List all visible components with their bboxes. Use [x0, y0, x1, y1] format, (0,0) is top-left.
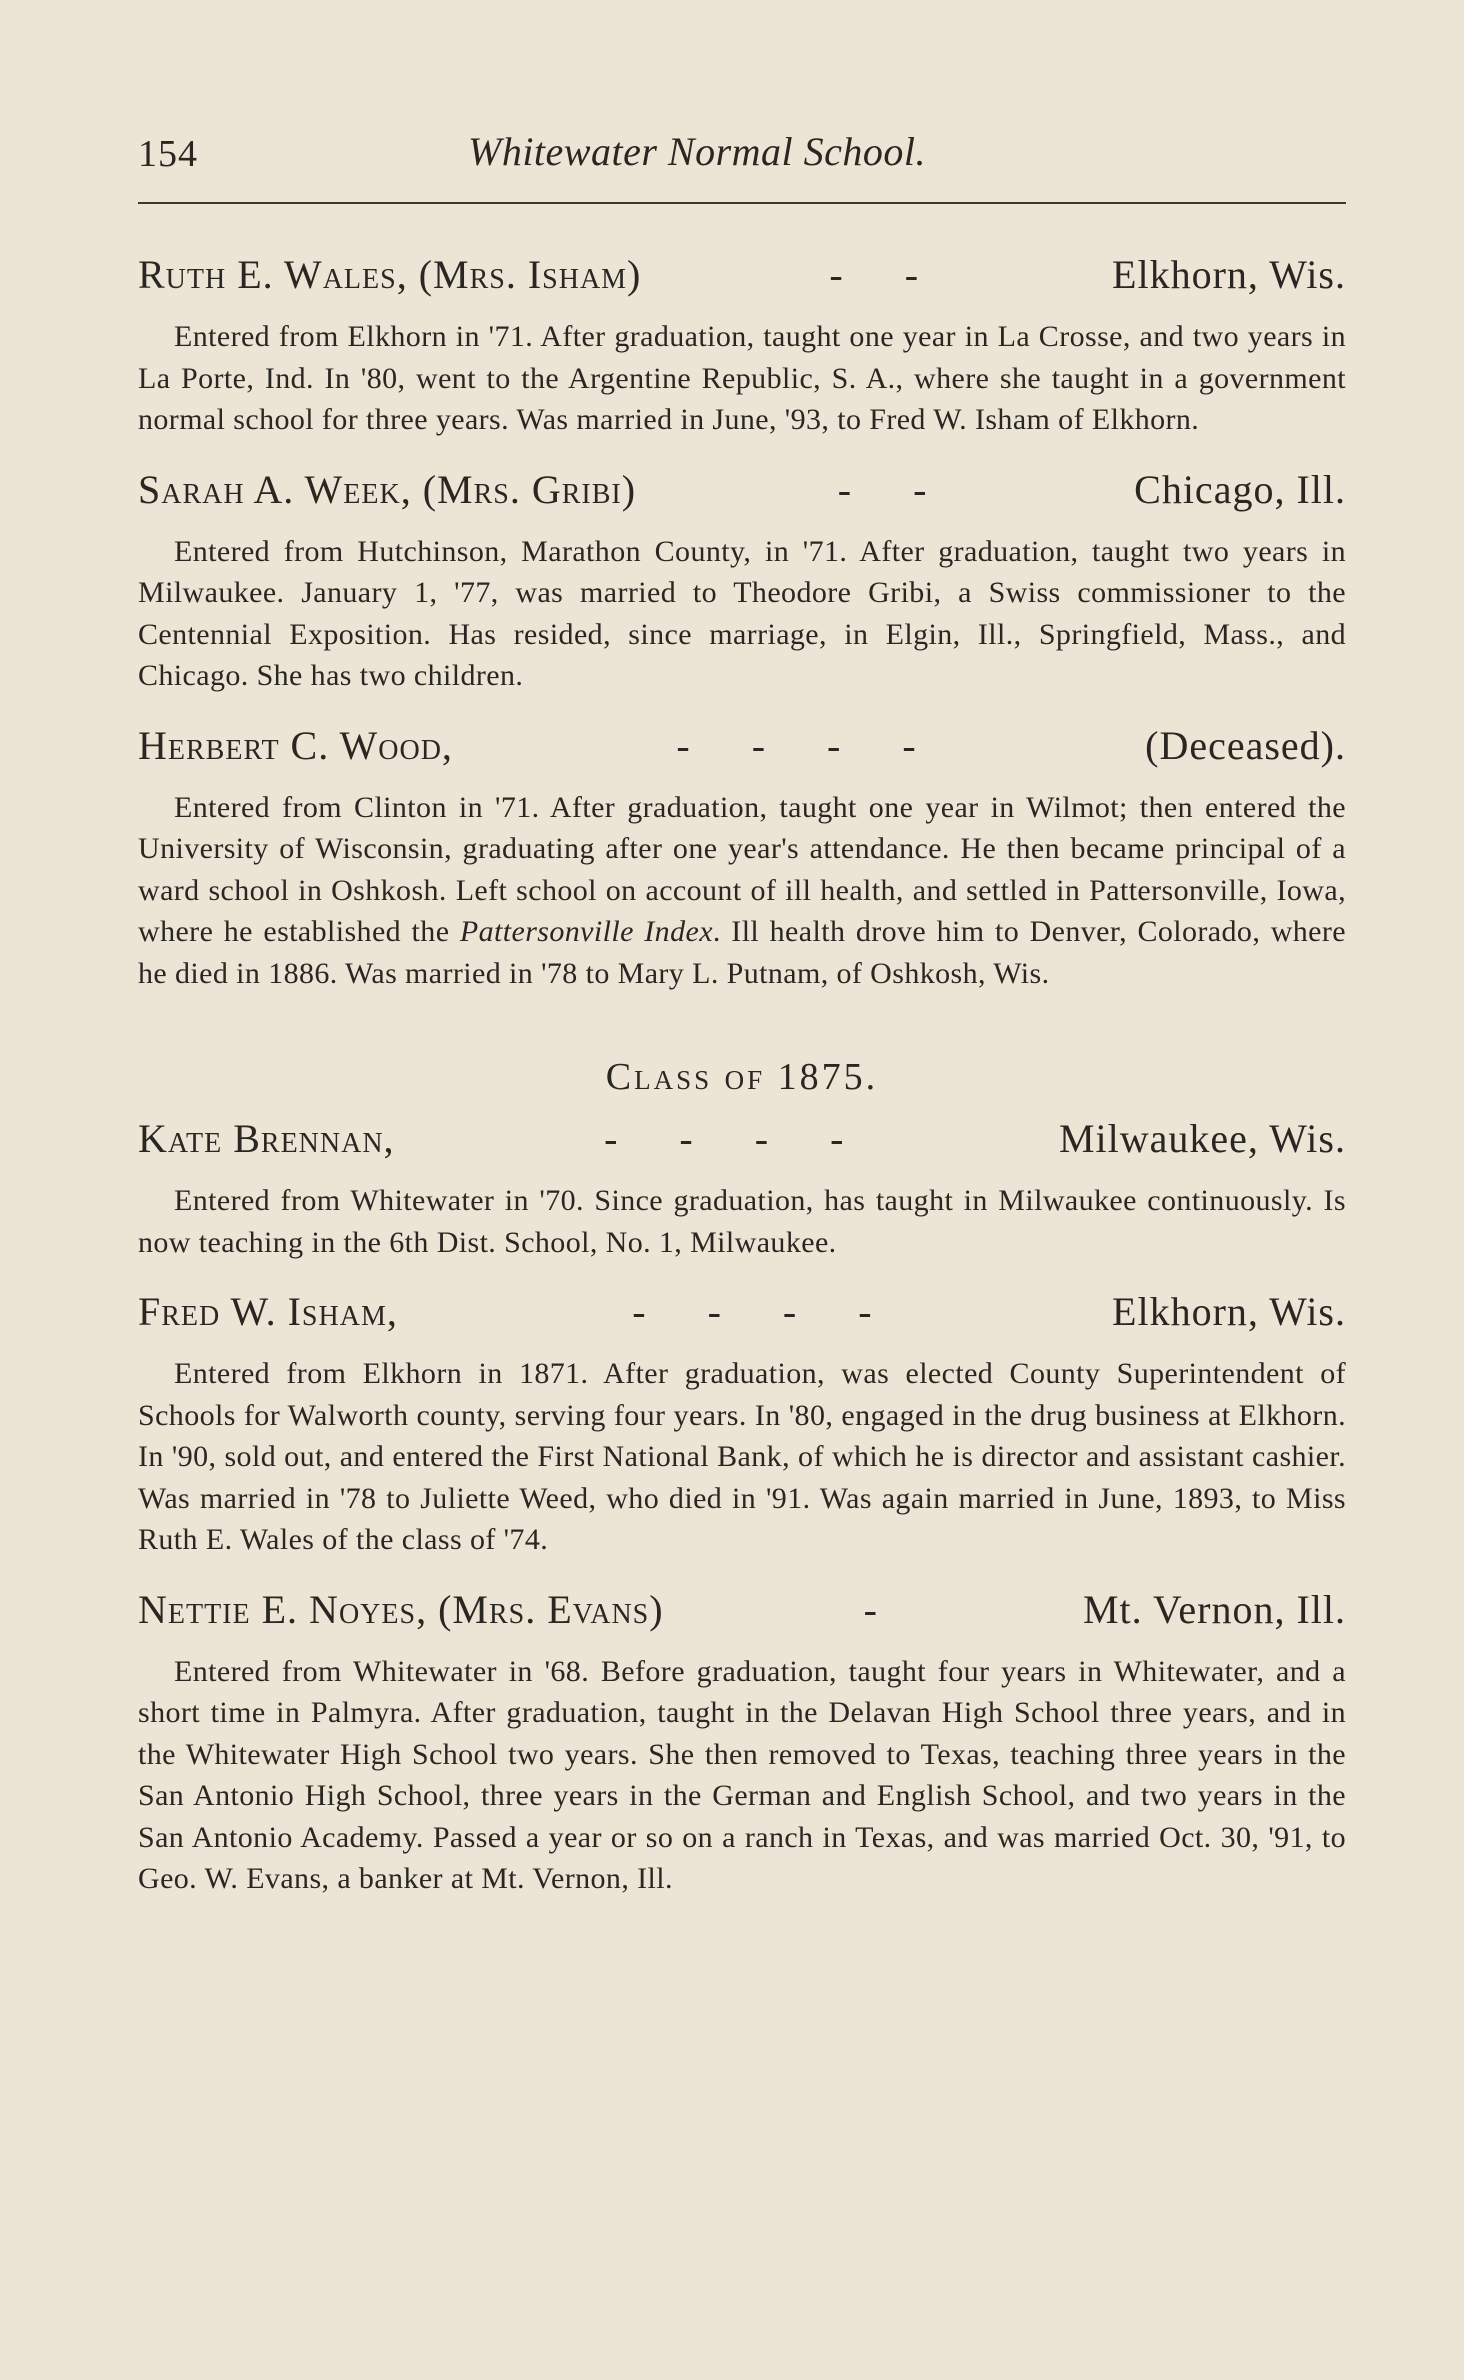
- entry-heading: [138, 463, 1346, 517]
- alumni-residence: Mt. Vernon, Ill.: [1082, 1586, 1346, 1632]
- biography-text: Entered from Clinton in '71. After graduation, taught one year in Wilmot; then entered the University of Wisconsin, graduating after one year's attendance. He then became principal of a ward school in Oshkosh. Left school on account of ill health, and settled in Pattersonville, Iowa, where he established the: [138, 790, 1346, 948]
- alumni-name: Fred W. Isham,: [138, 1289, 398, 1334]
- alumni-name: Kate Brennan,: [138, 1116, 395, 1161]
- alumni-entry-kate-brennan: [138, 1112, 1346, 1263]
- alumni-residence: Chicago, Ill.: [1134, 466, 1346, 512]
- alumni-biography: Entered from Whitewater in '70. Since graduation, has taught in Milwaukee continuously. Is now teaching in the 6th Dist. School, No. 1, Milwaukee.: [138, 1184, 1346, 1259]
- alumni-entry-fred-isham: [138, 1285, 1346, 1561]
- alumni-biography: [138, 787, 1346, 995]
- header-rule: [138, 202, 1346, 204]
- alumni-residence: Elkhorn, Wis.: [1112, 1289, 1346, 1334]
- leader-dashes: - - - -: [632, 1289, 878, 1334]
- alumni-entry-nettie-noyes: [138, 1583, 1346, 1900]
- page-body: [138, 248, 1346, 1922]
- leader-dashes: - - - -: [676, 722, 922, 768]
- alumni-biography: Entered from Elkhorn in 1871. After graduation, was elected County Superintendent of Schools for Walworth county, serving four years. In '80, engaged in the drug business at Elkhorn. In '90, sold out, and entered the First National Bank, of which he is director and assistant cashier. Was married in '78 to Juliette Weed, who died in '91. Was again married in June, 1893, to Miss Ruth E. Wales of the class of '74.: [138, 1357, 1346, 1556]
- newspaper-title: Pattersonville Index: [459, 915, 713, 948]
- running-title: Whitewater Normal School.: [468, 129, 927, 174]
- alumni-name: Sarah A. Week, (Mrs. Gribi): [138, 466, 637, 512]
- alumni-biography: Entered from Elkhorn in '71. After graduation, taught one year in La Crosse, and two years in La Porte, Ind. In '80, went to the Argentine Republic, S. A., where she taught in a government normal school for three years. Was married in June, '93, to Fred W. Isham of Elkhorn.: [138, 320, 1346, 436]
- alumni-entry-herbert-wood: [138, 719, 1346, 995]
- running-head: [138, 128, 1346, 188]
- alumni-residence: Elkhorn, Wis.: [1112, 252, 1346, 297]
- leader-dashes: -: [863, 1586, 883, 1632]
- entry-heading: [138, 1112, 1346, 1166]
- alumni-entry-sarah-week: [138, 463, 1346, 697]
- biography-text: . Ill health drove him to Denver, Colorado, where he died in 1886. Was married in '78 to Mary L. Putnam, of Oshkosh, Wis.: [138, 915, 1346, 990]
- entry-heading: [138, 1583, 1346, 1637]
- alumni-residence: Milwaukee, Wis.: [1058, 1116, 1346, 1161]
- leader-dashes: - - - -: [604, 1116, 850, 1161]
- alumni-name: Herbert C. Wood,: [138, 722, 453, 768]
- class-heading: Class of 1875.: [605, 1056, 879, 1098]
- page-number: 154: [138, 133, 198, 175]
- entry-heading: [138, 719, 1346, 773]
- alumni-name: Ruth E. Wales, (Mrs. Isham): [138, 252, 642, 297]
- alumni-biography: Entered from Hutchinson, Marathon County, in '71. After graduation, taught two years in Milwaukee. January 1, '77, was married to Theodore Gribi, a Swiss commissioner to the Centennial Exposition. Has resided, since marriage, in Elgin, Ill., Springfield, Mass., and Chicago. She has two children.: [138, 534, 1346, 692]
- entry-heading: [138, 248, 1346, 302]
- alumni-residence: (Deceased).: [1145, 722, 1346, 768]
- alumni-name: Nettie E. Noyes, (Mrs. Evans): [138, 1586, 664, 1632]
- entry-heading: [138, 1285, 1346, 1339]
- alumni-biography: Entered from Whitewater in '68. Before graduation, taught four years in Whitewater, and a short time in Palmyra. After graduation, taught in the Delavan High School three years, and in the Whitewater High School two years. She then removed to Texas, teaching three years in the San Antonio High School, three years in the German and English School, and two years in the San Antonio Academy. Passed a year or so on a ranch in Texas, and was married Oct. 30, '91, to Geo. W. Evans, a banker at Mt. Vernon, Ill.: [138, 1654, 1346, 1895]
- leader-dashes: - -: [829, 252, 925, 297]
- leader-dashes: - -: [837, 466, 933, 512]
- alumni-entry-ruth-wales: [138, 248, 1346, 441]
